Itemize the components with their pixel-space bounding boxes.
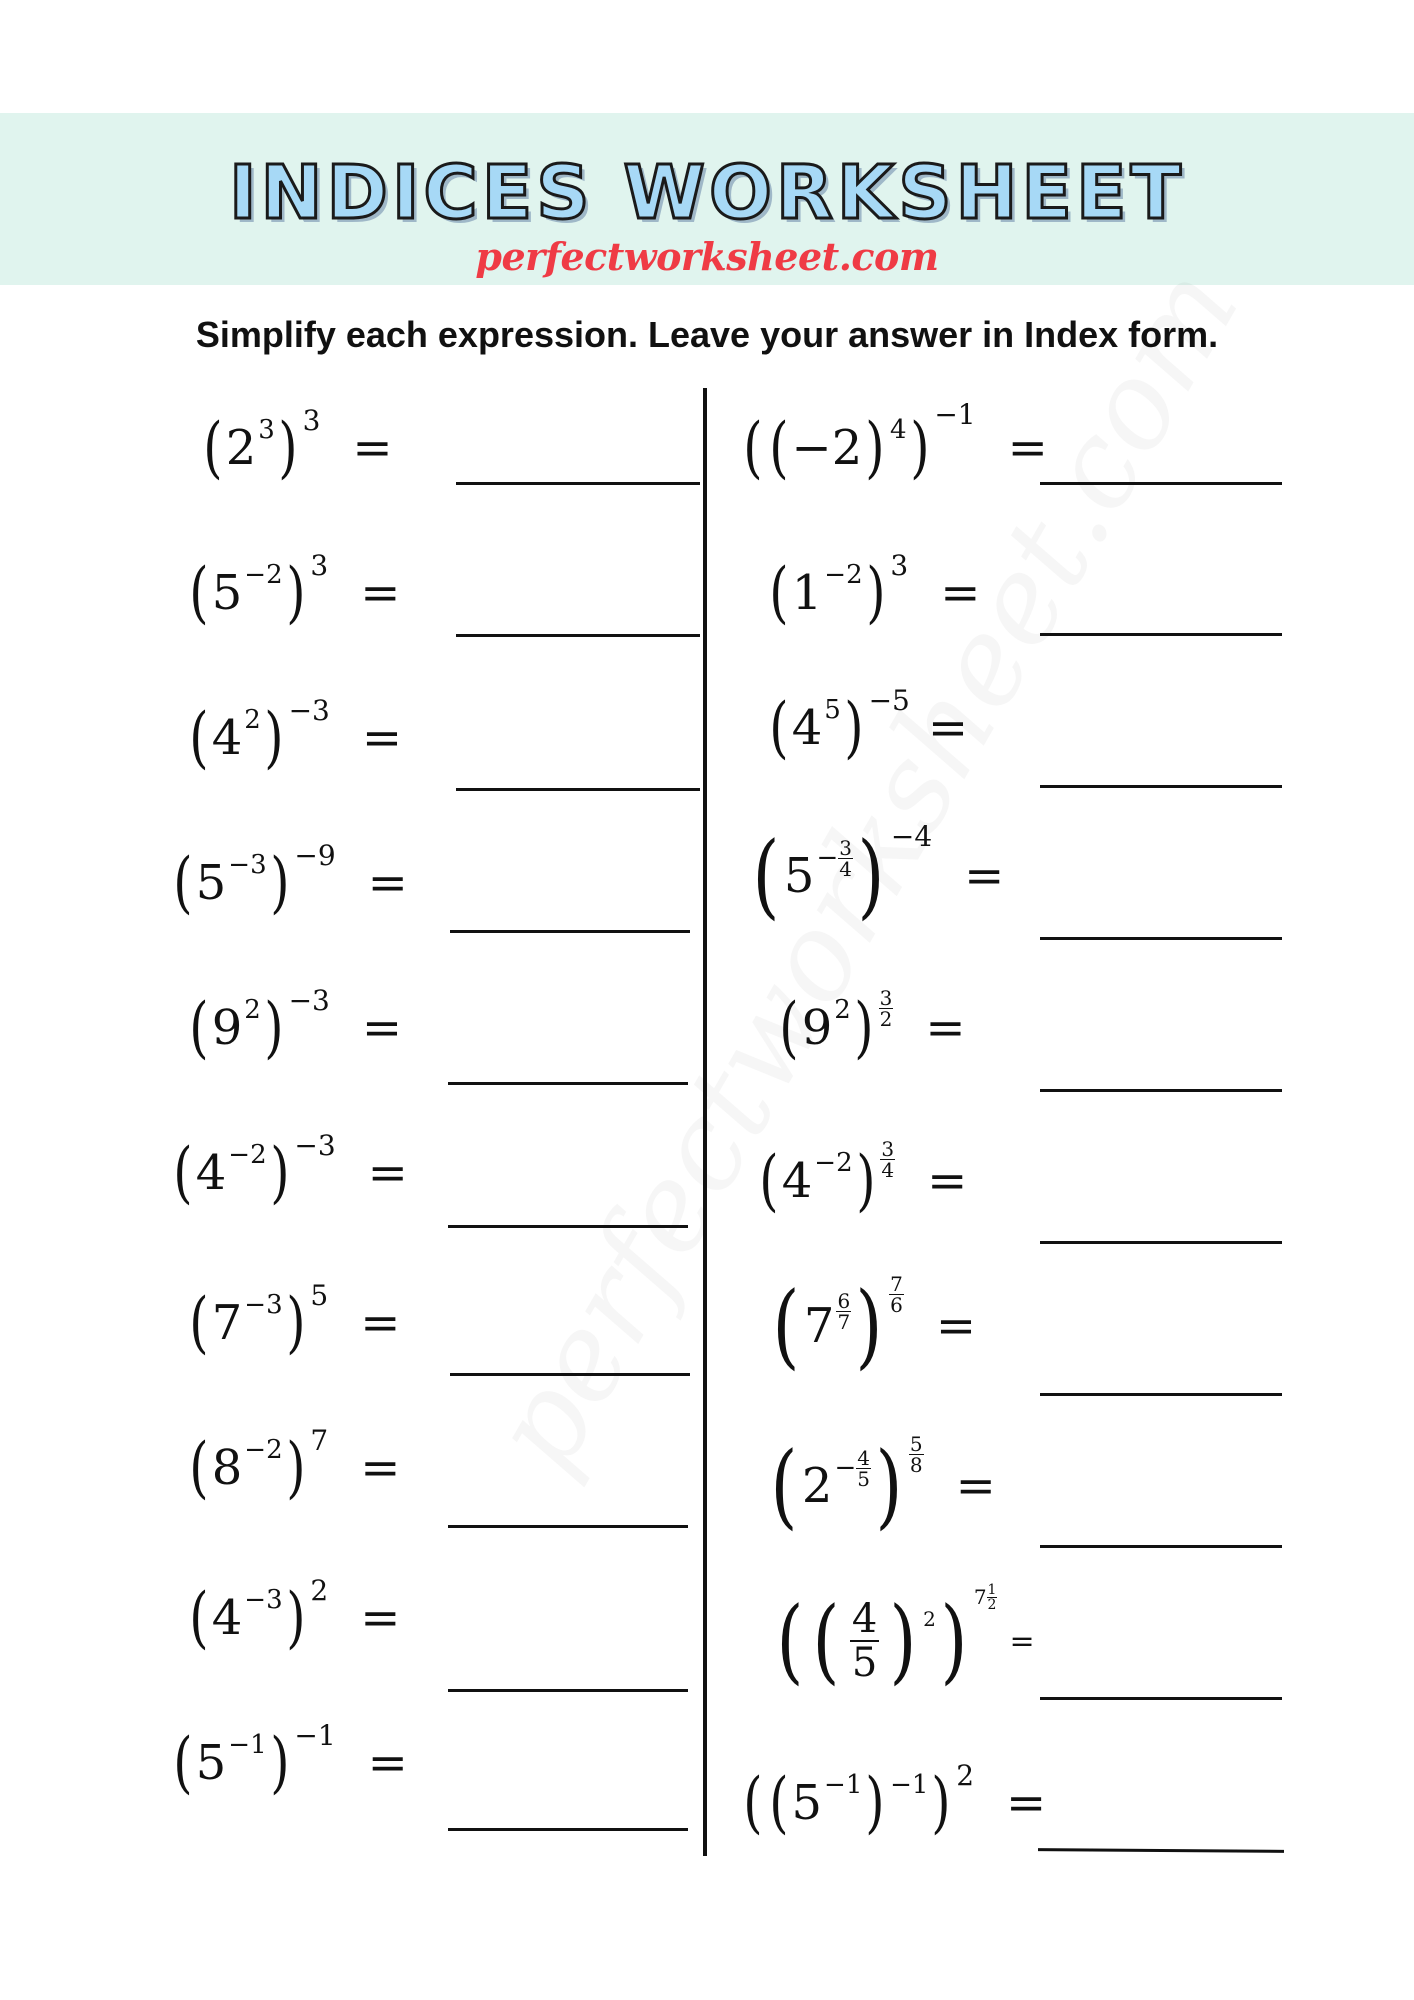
base: 7 — [211, 1295, 243, 1351]
problem-r9: ( ( $\frac{4}{5}$ ) 2 ) 7 $\frac{1}{2}$ = — [776, 1581, 1035, 1694]
site-url: perfectworksheet.com — [475, 234, 939, 279]
exp-sign: − — [834, 1453, 857, 1483]
outer-exponent: −4 — [890, 819, 933, 853]
inner-fraction: $\frac{6}{7}$ — [837, 1288, 851, 1334]
inner-exponent: −2 — [814, 1148, 853, 1178]
outer-exponent: 3 — [310, 548, 329, 582]
problem-l4: ( 5 −3 ) −9 = — [173, 838, 408, 921]
base: 5 — [195, 1735, 227, 1791]
answer-line[interactable] — [1040, 633, 1282, 636]
problem-r4: ( 5 − $\frac{3}{4}$ ) −4 = — [752, 819, 1005, 929]
base: 9 — [211, 1000, 243, 1056]
equals-sign: = — [927, 1153, 968, 1209]
equals-sign: = — [955, 1458, 996, 1514]
inner-exponent: 5 — [824, 695, 841, 725]
equals-sign: = — [360, 565, 401, 621]
equals-sign: = — [361, 1000, 403, 1056]
problem-l8: ( 8 −2 ) 7 = — [189, 1423, 401, 1506]
problem-l6: ( 4 −2 ) −3 = — [173, 1128, 408, 1211]
outer-exponent: 3 — [890, 548, 909, 582]
inner-exponent: −3 — [228, 850, 267, 880]
exponent-2: −1 — [890, 1770, 929, 1800]
worksheet-title: INDICES WORKSHEET — [229, 150, 1185, 236]
problem-r2: ( 1 −2 ) 3 = — [769, 548, 981, 631]
outer-fraction: $\frac{5}{8}$ — [909, 1432, 923, 1477]
answer-line[interactable] — [456, 482, 700, 485]
exponent-1: −1 — [824, 1770, 863, 1800]
base: 9 — [801, 1000, 833, 1056]
answer-line[interactable] — [450, 930, 690, 933]
problem-l7: ( 7 −3 ) 5 = — [189, 1278, 401, 1361]
outer-whole: 7 — [973, 1585, 987, 1609]
inner-exponent: 2 — [834, 995, 851, 1025]
base: 4 — [211, 1590, 243, 1646]
inner-exponent: 3 — [258, 415, 275, 445]
problem-l10: ( 5 −1 ) −1 = — [173, 1718, 408, 1801]
equals-sign: = — [367, 855, 408, 911]
problem-r3: ( 4 5 ) −5 = — [769, 683, 969, 766]
base: 1 — [791, 565, 823, 621]
base: 2 — [801, 1458, 833, 1514]
outer-exponent: −9 — [294, 838, 336, 872]
answer-line[interactable] — [448, 1082, 688, 1085]
outer-exponent: −1 — [294, 1718, 336, 1752]
base: 8 — [211, 1440, 243, 1496]
problem-r1: ( ( −2 ) 4 ) −1 = — [743, 397, 1048, 486]
base: 4 — [791, 700, 823, 756]
equals-sign: = — [1006, 1775, 1047, 1831]
equals-sign: = — [940, 565, 981, 621]
base: 4 — [195, 1145, 227, 1201]
problem-l3: ( 4 2 ) −3 = — [189, 693, 403, 776]
equals-sign: = — [367, 1735, 408, 1791]
answer-line[interactable] — [1040, 482, 1282, 485]
equals-sign: = — [352, 420, 393, 476]
answer-line[interactable] — [1040, 1089, 1282, 1092]
instructions: Simplify each expression. Leave your answer in Index form. — [195, 314, 1219, 355]
problem-r10: ( ( 5 −1 ) −1 ) 2 = — [743, 1758, 1047, 1841]
outer-fraction: $\frac{3}{4}$ — [881, 1137, 895, 1182]
base: 5 — [211, 565, 243, 621]
base-fraction: $\frac{4}{5}$ — [851, 1596, 878, 1686]
outer-exponent: −3 — [294, 1128, 336, 1162]
problem-l2: ( 5 −2 ) 3 = — [189, 548, 401, 631]
outer-exponent: 2 — [310, 1573, 329, 1607]
inner-exponent: −2 — [244, 1435, 283, 1465]
equals-sign: = — [1009, 1623, 1035, 1659]
inner-exponent: 2 — [244, 995, 261, 1025]
exponent-3: 2 — [956, 1758, 975, 1792]
answer-line[interactable] — [456, 788, 700, 791]
base: 7 — [803, 1298, 835, 1354]
outer-fraction: $\frac{7}{6}$ — [890, 1272, 903, 1317]
answer-line[interactable] — [1040, 1393, 1282, 1396]
exp-sign: − — [816, 843, 839, 873]
answer-line[interactable] — [1040, 1545, 1282, 1548]
base: 4 — [211, 710, 243, 766]
answer-line[interactable] — [456, 634, 700, 637]
inner-fraction: $\frac{4}{5}$ — [857, 1445, 870, 1491]
outer-exponent: −3 — [288, 983, 330, 1017]
inner-exponent: −2 — [824, 560, 863, 590]
base: 5 — [195, 855, 227, 911]
inner-fraction: $\frac{3}{4}$ — [839, 835, 852, 881]
answer-line[interactable] — [1040, 785, 1282, 788]
inner-exponent: 2 — [244, 705, 261, 735]
problem-r7: ( 7 $\frac{6}{7}$ ) $\frac{7}{6}$ = — [772, 1272, 977, 1379]
outer-exponent: 5 — [310, 1278, 329, 1312]
equals-sign: = — [360, 1295, 401, 1351]
answer-line[interactable] — [450, 1373, 690, 1376]
outer-exponent: 3 — [302, 403, 321, 437]
column-divider — [703, 388, 707, 1856]
equals-sign: = — [935, 1298, 977, 1354]
inner-exponent: 2 — [923, 1607, 936, 1631]
problem-l1: ( 2 3 ) 3 = — [203, 403, 393, 486]
equals-sign: = — [927, 700, 969, 756]
inner-exponent: −3 — [244, 1290, 283, 1320]
inner-exponent: −2 — [244, 560, 283, 590]
inner-exponent: −2 — [228, 1140, 267, 1170]
equals-sign: = — [360, 1590, 401, 1646]
outer-fraction: $\frac{1}{2}$ — [987, 1581, 997, 1613]
answer-line[interactable] — [448, 1689, 688, 1692]
inner-exponent: 4 — [890, 415, 907, 445]
problem-r8: ( 2 − $\frac{4}{5}$ ) $\frac{5}{8}$ = — [770, 1432, 996, 1539]
answer-line[interactable] — [1040, 1697, 1282, 1700]
equals-sign: = — [964, 848, 1005, 904]
answer-line[interactable] — [448, 1828, 688, 1831]
outer-exponent: 7 — [310, 1423, 329, 1457]
answer-line[interactable] — [448, 1525, 688, 1528]
base: 5 — [791, 1775, 823, 1831]
problem-l9: ( 4 −3 ) 2 = — [189, 1573, 401, 1656]
base: 4 — [781, 1153, 813, 1209]
answer-line[interactable] — [1038, 1848, 1284, 1853]
outer-exponent: −3 — [288, 693, 330, 727]
outer-exponent: −5 — [868, 683, 910, 717]
base: 2 — [225, 420, 257, 476]
answer-line[interactable] — [1040, 1241, 1282, 1244]
outer-exponent: −1 — [934, 397, 976, 431]
equals-sign: = — [361, 710, 403, 766]
outer-fraction: $\frac{3}{2}$ — [879, 986, 893, 1031]
inner-exponent: −1 — [228, 1730, 267, 1760]
base: 5 — [783, 848, 815, 904]
equals-sign: = — [1007, 420, 1048, 476]
answer-line[interactable] — [448, 1225, 688, 1228]
inner-exponent: −3 — [244, 1585, 283, 1615]
problem-r6: ( 4 −2 ) $\frac{3}{4}$ = — [759, 1137, 968, 1219]
equals-sign: = — [367, 1145, 408, 1201]
equals-sign: = — [925, 1000, 966, 1056]
problem-r5: ( 9 2 ) $\frac{3}{2}$ = — [779, 986, 966, 1066]
base: −2 — [791, 420, 863, 476]
problem-l5: ( 9 2 ) −3 = — [189, 983, 403, 1066]
answer-line[interactable] — [1040, 937, 1282, 940]
equals-sign: = — [360, 1440, 401, 1496]
